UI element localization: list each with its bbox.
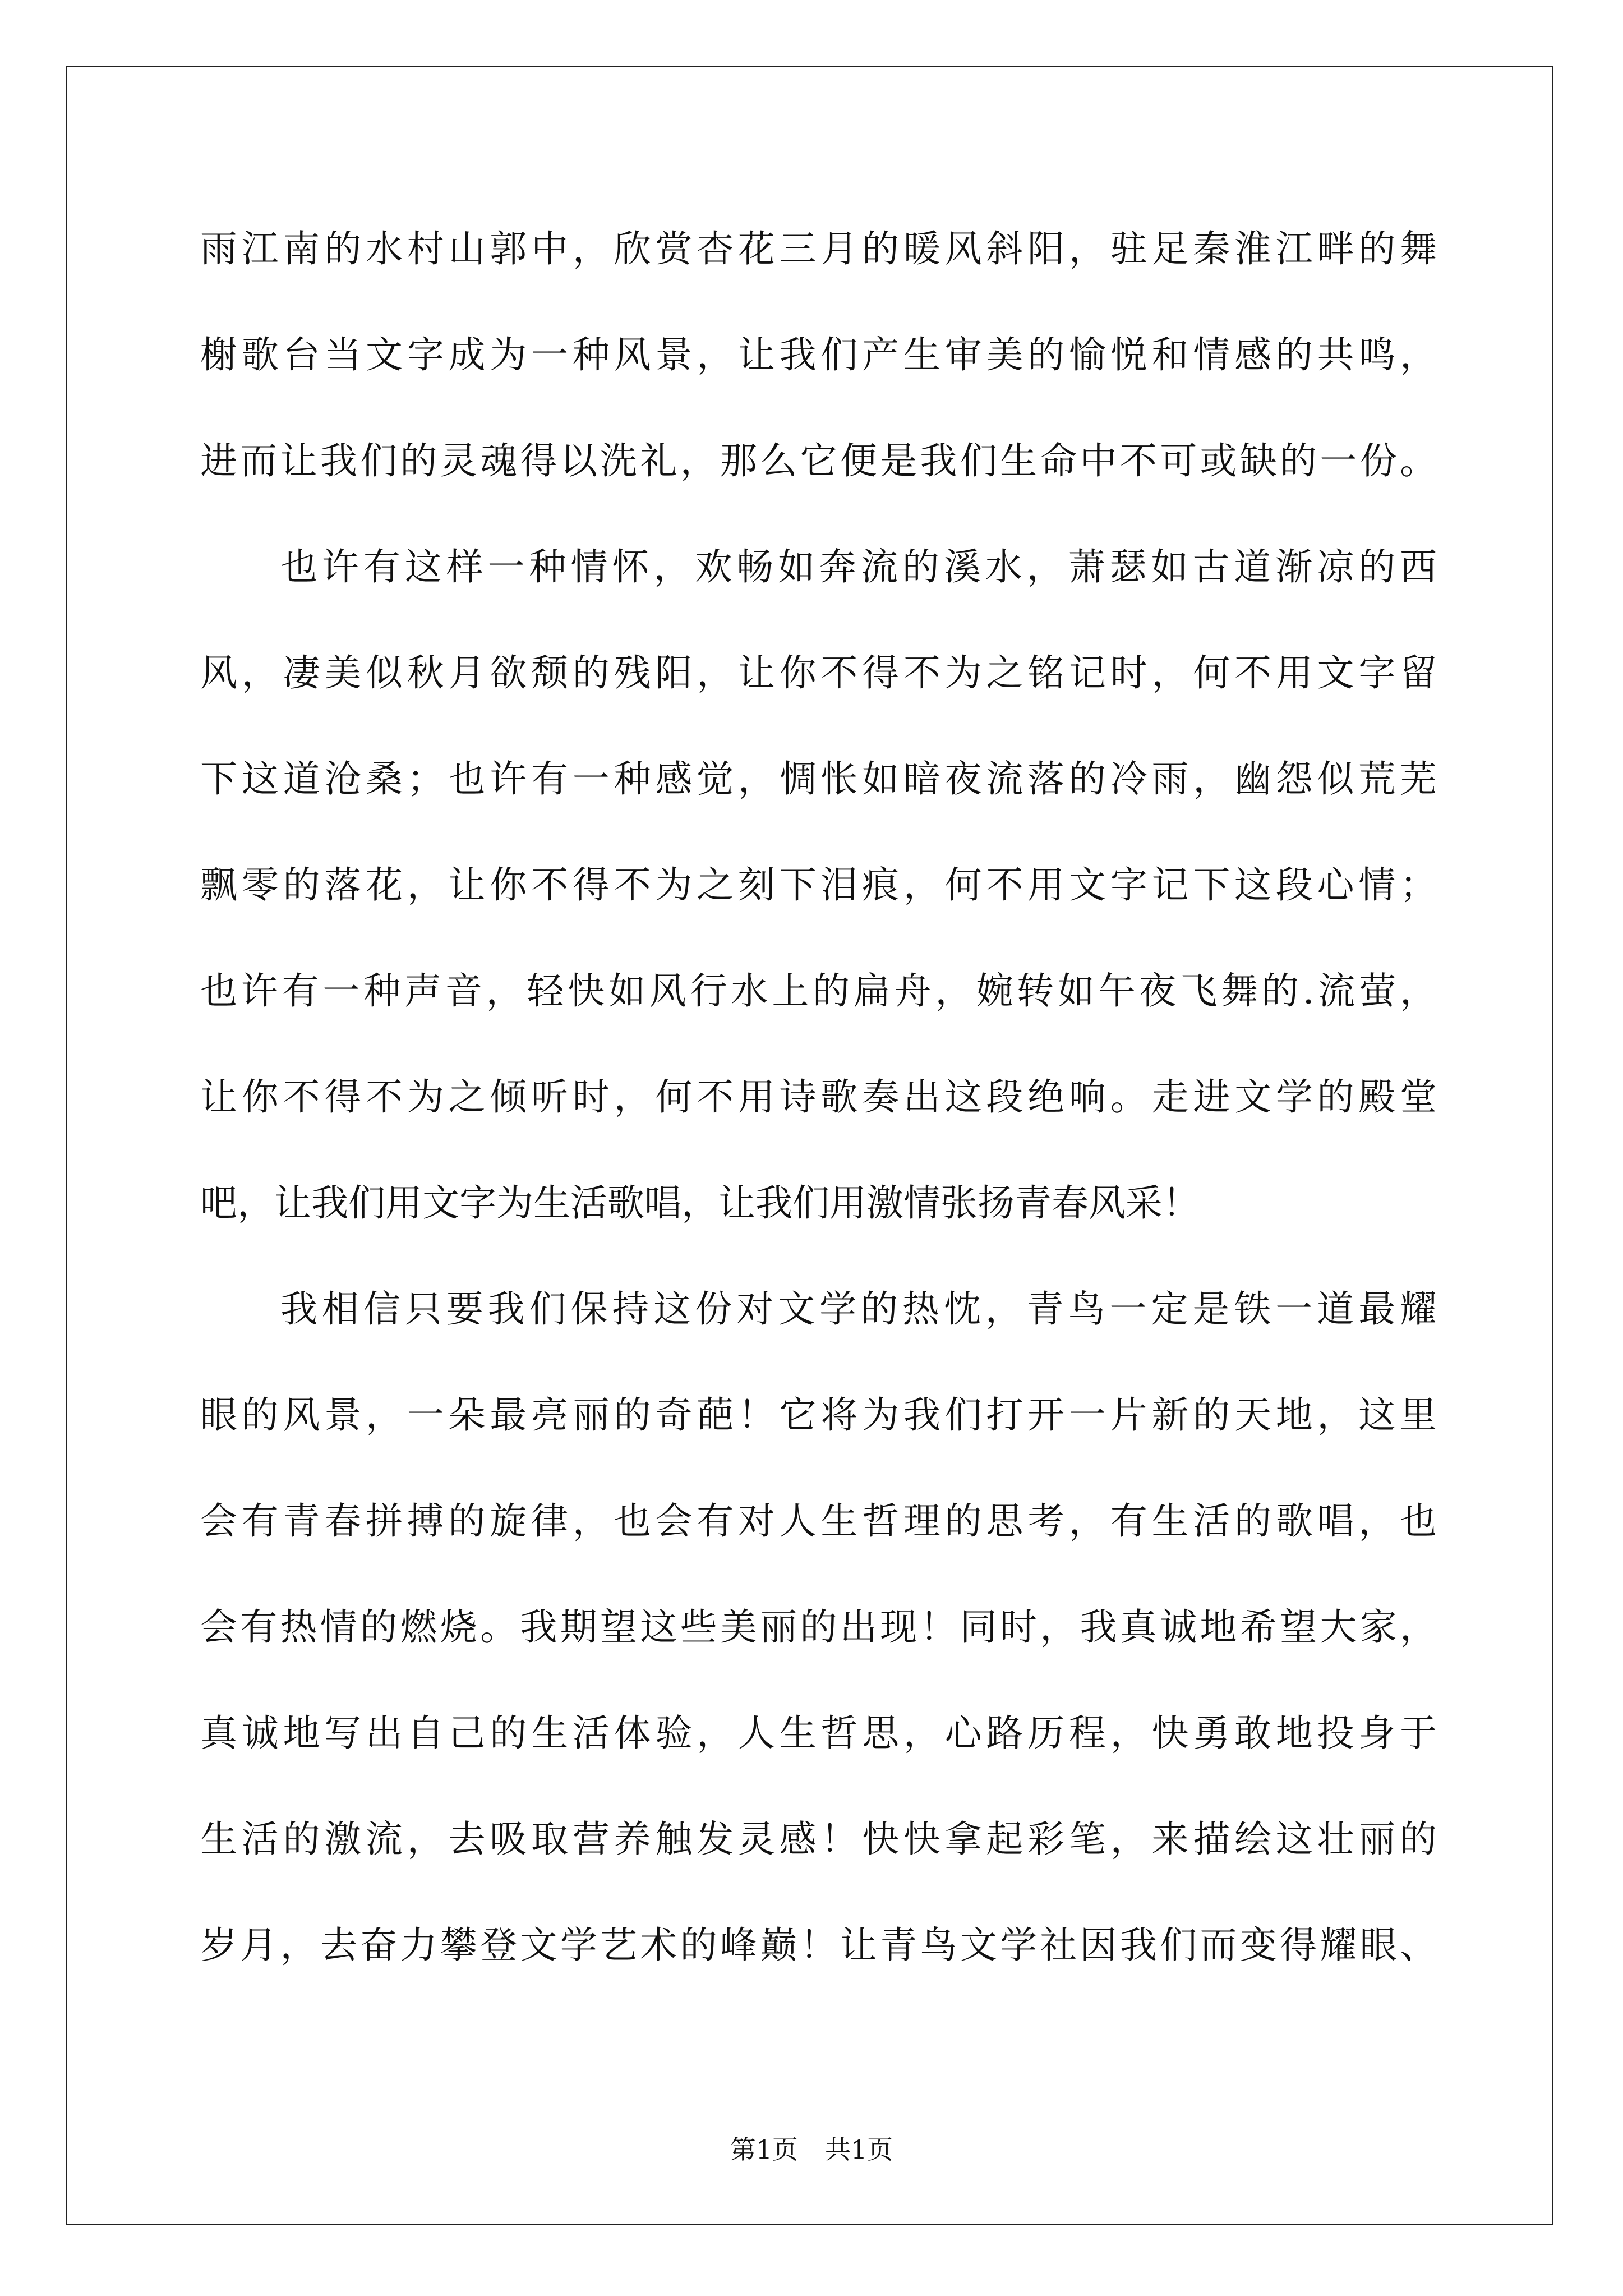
text-line: 真诚地写出自己的生活体验，人生哲思，心路历程，快勇敢地投身于 [200,1711,1437,1755]
page-number: 第1页 [730,2134,798,2165]
text-line: 吧，让我们用文字为生活歌唱，让我们用激情张扬青春风采！ [200,1181,1200,1225]
text-line: 进而让我们的灵魂得以洗礼，那么它便是我们生命中不可或缺的一份。 [200,439,1437,482]
text-line: 让你不得不为之倾听时，何不用诗歌奏出这段绝响。走进文学的殿堂 [200,1075,1437,1119]
text-line: 也许有这样一种情怀，欢畅如奔流的溪水，萧瑟如古道渐凉的西 [280,545,1437,588]
text-line: 生活的激流，去吸取营养触发灵感！快快拿起彩笔，来描绘这壮丽的 [200,1818,1437,1861]
paragraph [200,514,1437,1256]
text-line: 岁月，去奋力攀登文学艺术的峰巅！让青鸟文学社因我们而变得耀眼、 [200,1924,1437,1967]
text-line: 也许有一种声音，轻快如风行水上的扁舟，婉转如午夜飞舞的.流萤， [200,969,1437,1013]
text-line: 榭歌台当文字成为一种风景，让我们产生审美的愉悦和情感的共鸣， [200,333,1437,376]
text-line: 雨江南的水村山郭中，欣赏杏花三月的暖风斜阳，驻足秦淮江畔的舞 [200,227,1437,270]
text-line: 眼的风景，一朵最亮丽的奇葩！它将为我们打开一片新的天地，这里 [200,1393,1437,1437]
document-body [200,196,1437,1998]
paragraph [200,196,1437,514]
page-total: 共1页 [825,2134,893,2165]
paragraph [200,1256,1437,1998]
text-line: 会有热情的燃烧。我期望这些美丽的出现！同时，我真诚地希望大家， [200,1605,1437,1649]
text-line: 下这道沧桑；也许有一种感觉，惆怅如暗夜流落的冷雨，幽怨似荒芜 [200,757,1437,800]
text-line: 飘零的落花，让你不得不为之刻下泪痕，何不用文字记下这段心情； [200,863,1437,907]
text-line: 风，凄美似秋月欲颓的残阳，让你不得不为之铭记时，何不用文字留 [200,651,1437,694]
text-line: 会有青春拼搏的旋律，也会有对人生哲理的思考，有生活的歌唱，也 [200,1499,1437,1543]
text-line: 我相信只要我们保持这份对文学的热忱，青鸟一定是铁一道最耀 [280,1287,1437,1331]
page-footer [0,2134,1623,2165]
